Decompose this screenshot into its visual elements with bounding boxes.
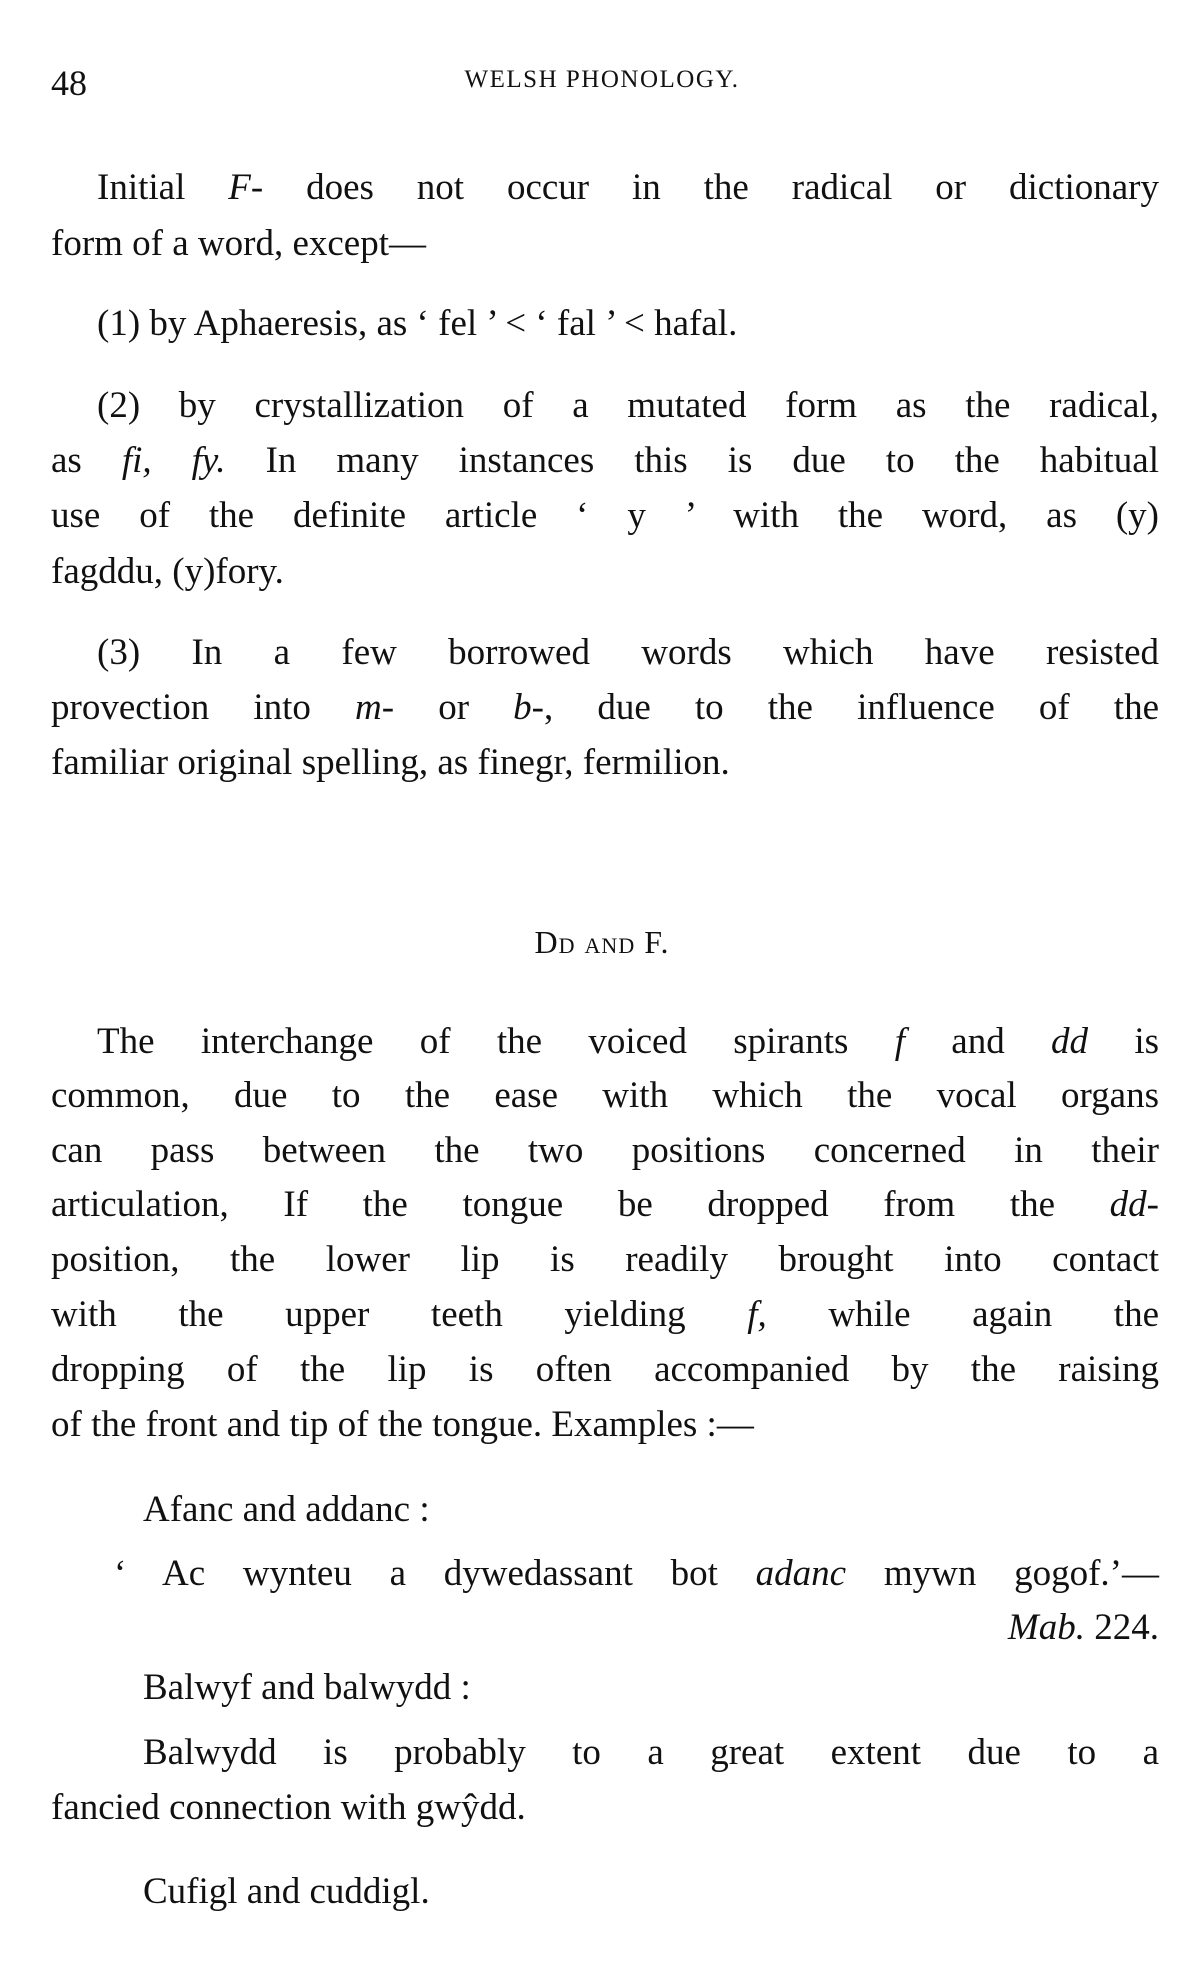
italic-text: dd- xyxy=(1109,1184,1159,1225)
text-segment: with the upper teeth yielding xyxy=(51,1294,748,1335)
text-segment: familiar original spelling, as finegr, fermilion. xyxy=(51,742,730,783)
text-segment: or xyxy=(394,687,514,728)
text-segment: Cufigl and cuddigl. xyxy=(143,1871,430,1912)
italic-text: f xyxy=(894,1021,905,1062)
italic-text: adanc xyxy=(755,1553,847,1594)
text-segment: as xyxy=(51,440,122,481)
page-number: 48 xyxy=(51,63,87,103)
text-line xyxy=(51,222,1159,266)
text-line xyxy=(51,1183,1159,1227)
italic-text: Mab. xyxy=(1007,1607,1085,1648)
text-segment: fancied connection with gwŷdd. xyxy=(51,1787,526,1828)
text-segment: mywn gogof.’— xyxy=(846,1553,1159,1594)
running-title: WELSH PHONOLOGY. xyxy=(464,66,740,93)
italic-text: b- xyxy=(513,687,544,728)
text-segment: 224. xyxy=(1085,1607,1159,1648)
italic-text: fi, fy. xyxy=(121,440,226,481)
text-segment: Balwyf and balwydd : xyxy=(143,1667,471,1708)
text-line xyxy=(97,631,1159,675)
text-line xyxy=(51,1238,1159,1282)
text-line xyxy=(97,1020,1159,1064)
text-segment: use of the definite article ‘ y ’ with the word, as (y) xyxy=(51,495,1159,536)
italic-text: dd xyxy=(1051,1021,1089,1062)
text-line xyxy=(51,741,1159,785)
text-line xyxy=(51,550,1159,594)
text-line xyxy=(97,166,1159,210)
text-line xyxy=(51,1293,1159,1337)
text-segment: can pass between the two positions concerned in their xyxy=(51,1130,1159,1171)
text-segment: form of a word, except— xyxy=(51,223,427,264)
text-line xyxy=(97,384,1159,428)
text-line xyxy=(143,1870,1159,1914)
text-line xyxy=(51,1403,1159,1447)
text-segment: In many instances this is due to the habitual xyxy=(225,440,1159,481)
text-line xyxy=(51,1074,1159,1118)
text-line xyxy=(51,686,1159,730)
text-line xyxy=(51,1129,1159,1173)
text-line xyxy=(143,1666,1159,1710)
italic-text: f, xyxy=(747,1294,767,1335)
text-segment: Balwydd is probably to a great extent due to a xyxy=(143,1732,1159,1773)
text-segment: while again the xyxy=(766,1294,1159,1335)
italic-text: m- xyxy=(355,687,395,728)
text-line xyxy=(114,1552,1159,1596)
text-segment: articulation, If the tongue be dropped from the xyxy=(51,1184,1110,1225)
text-segment: (2) by crystallization of a mutated form as the radical, xyxy=(97,385,1159,426)
text-line xyxy=(51,494,1159,538)
text-line xyxy=(51,1348,1159,1392)
text-segment: Initial xyxy=(97,167,229,208)
text-segment: , due to the influence of the xyxy=(543,687,1159,728)
text-segment: The interchange of the voiced spirants xyxy=(97,1021,895,1062)
italic-text: F xyxy=(228,167,251,208)
text-segment: Afanc and addanc : xyxy=(143,1489,430,1530)
text-line xyxy=(143,1731,1159,1775)
text-line xyxy=(51,1606,1159,1650)
text-line xyxy=(51,1786,1159,1830)
text-segment: (1) by Aphaeresis, as ‘ fel ’ < ‘ fal ’ < hafal. xyxy=(97,303,738,344)
text-segment: fagddu, (y)fory. xyxy=(51,551,284,592)
text-segment: and xyxy=(904,1021,1052,1062)
text-segment: of the front and tip of the tongue. Examples :— xyxy=(51,1404,754,1445)
text-segment: common, due to the ease with which the vocal organs xyxy=(51,1075,1159,1116)
section-heading: Dd and F. xyxy=(534,924,670,960)
text-segment: dropping of the lip is often accompanied by the raising xyxy=(51,1349,1159,1390)
text-segment: is xyxy=(1088,1021,1159,1062)
text-segment: ‘ Ac wynteu a dywedassant bot xyxy=(114,1553,756,1594)
text-segment: provection into xyxy=(51,687,356,728)
text-segment: position, the lower lip is readily brought into contact xyxy=(51,1239,1159,1280)
text-line xyxy=(143,1488,1159,1532)
text-segment: - does not occur in the radical or dictionary xyxy=(250,167,1159,208)
text-segment: (3) In a few borrowed words which have resisted xyxy=(97,632,1159,673)
text-line xyxy=(97,302,1159,346)
text-line xyxy=(51,439,1159,483)
